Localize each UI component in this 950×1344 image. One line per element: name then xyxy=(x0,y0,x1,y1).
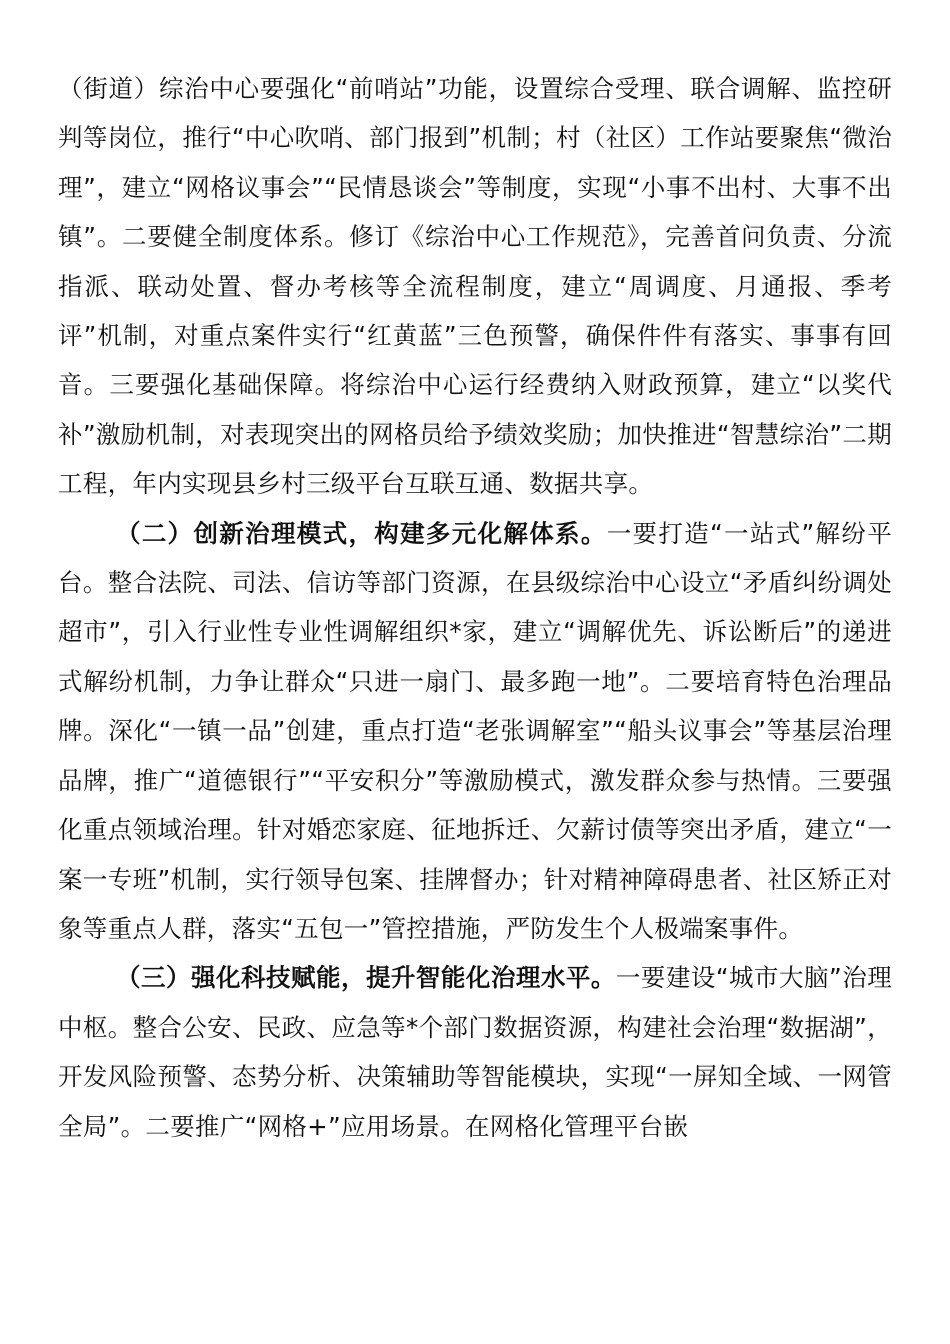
document-body xyxy=(58,64,892,1151)
paragraph-1: （街道）综治中心要强化“前哨站”功能，设置综合受理、联合调解、监控研判等岗位，推行“中心吹哨、部门报到”机制；村（社区）工作站要聚焦“微治理”，建立“网格议事会”“民情恳谈会”等制度，实现“小事不出村、大事不出镇”。二要健全制度体系。修订《综治中心工作规范》，完善首问负责、分流指派、联动处置、督办考核等全流程制度，建立“周调度、月通报、季考评”机制，对重点案件实行“红黄蓝”三色预警，确保件件有落实、事事有回音。三要强化基础保障。将综治中心运行经费纳入财政预算，建立“以奖代补”激励机制，对表现突出的网格员给予绩效奖励；加快推进“智慧综治”二期工程，年内实现县乡村三级平台互联互通、数据共享。 xyxy=(58,74,892,499)
paragraph-3-body: 一要建设“城市大脑”治理中枢。整合公安、民政、应急等*个部门数据资源，构建社会治理“数据湖”，开发风险预警、态势分析、决策辅助等智能模块，实现“一屏知全域、一网管全局”。二要推广“网格+”应用场景。在网格化管理平台嵌 xyxy=(58,963,893,1141)
section-heading-3: （三）强化科技赋能，提升智能化治理水平。 xyxy=(116,963,616,993)
paragraph-2-body: 一要打造“一站式”解纷平台。整合法院、司法、信访等部门资源，在县级综治中心设立“矛盾纠纷调处超市”，引入行业性专业性调解组织*家，建立“调解优先、诉讼断后”的递进式解纷机制，力争让群众“只进一扇门、最多跑一地”。二要培育特色治理品牌。深化“一镇一品”创建，重点打造“老张调解室”“船头议事会”等基层治理品牌，推广“道德银行”“平安积分”等激励模式，激发群众参与热情。三要强化重点领域治理。针对婚恋家庭、征地拆迁、欠薪讨债等突出矛盾，建立“一案一专班”机制，实行领导包案、挂牌督办；针对精神障碍患者、社区矫正对象等重点人群，落实“五包一”管控措施，严防发生个人极端案事件。 xyxy=(58,518,893,943)
paragraph-3 xyxy=(58,953,892,1151)
section-heading-2: （二）创新治理模式，构建多元化解体系。 xyxy=(116,518,607,548)
paragraph-2 xyxy=(58,509,892,954)
